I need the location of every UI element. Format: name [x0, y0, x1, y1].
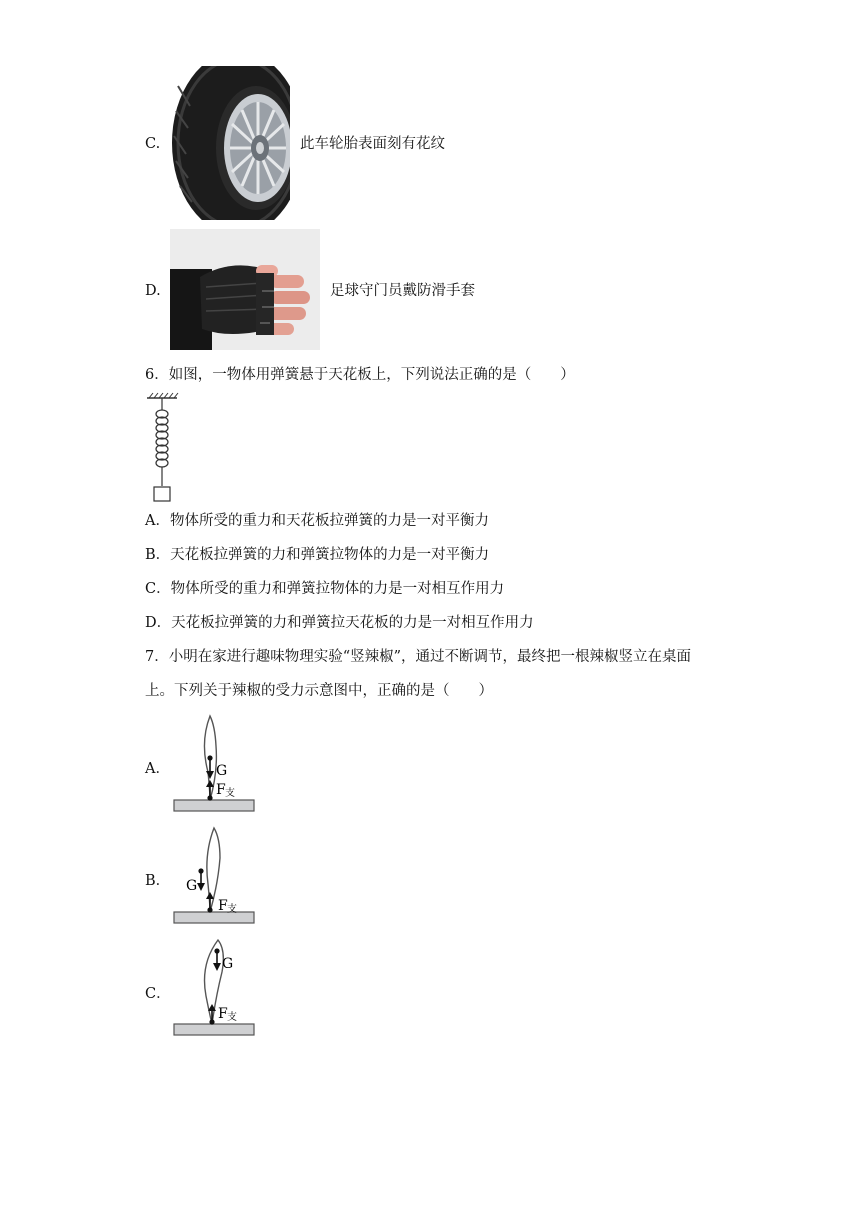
f-label: F — [218, 1006, 228, 1022]
spring-coils — [156, 410, 168, 467]
q7-option-b-diagram — [170, 824, 260, 926]
q7-option-b-label: B． — [145, 873, 171, 889]
option-c-caption: 此车轮胎表面刻有花纹 — [300, 136, 445, 152]
q7-option-c-label: C． — [145, 986, 171, 1002]
hanging-block — [154, 487, 170, 501]
car-tire-photo — [168, 66, 290, 220]
option-c-label: C. — [145, 136, 161, 152]
f-subscript: 支 — [227, 1012, 237, 1023]
g-label: G — [186, 878, 198, 894]
option-d-label: D. — [145, 283, 161, 299]
q7-option-a-label: A． — [145, 761, 170, 777]
q6-option-a: A．物体所受的重力和天花板拉弹簧的力是一对平衡力 — [145, 513, 489, 529]
table-surface — [174, 800, 254, 811]
g-label: G — [222, 956, 234, 972]
q7-option-a-diagram — [170, 712, 260, 814]
q6-stem: 6．如图，一物体用弹簧悬于天花板上，下列说法正确的是（ ） — [145, 367, 575, 383]
q6-option-d: D．天花板拉弹簧的力和弹簧拉天花板的力是一对相互作用力 — [145, 615, 534, 631]
f-label: F — [218, 898, 228, 914]
table-surface — [174, 1024, 254, 1035]
table-surface — [174, 912, 254, 923]
spring-hanging-diagram — [143, 392, 183, 504]
q7-stem-line2: 上。下列关于辣椒的受力示意图中，正确的是（ ） — [145, 683, 493, 699]
q7-option-c-diagram — [170, 936, 260, 1038]
q6-option-b: B．天花板拉弹簧的力和弹簧拉物体的力是一对平衡力 — [145, 547, 490, 563]
q7-stem-line1: 7．小明在家进行趣味物理实验“竖辣椒”，通过不断调节，最终把一根辣椒竖立在桌面 — [145, 649, 692, 665]
g-label: G — [216, 763, 228, 779]
q6-option-c: C．物体所受的重力和弹簧拉物体的力是一对相互作用力 — [145, 581, 505, 597]
option-d-caption: 足球守门员戴防滑手套 — [330, 283, 475, 299]
f-subscript: 支 — [225, 788, 235, 799]
goalkeeper-glove-photo — [170, 229, 320, 350]
f-label: F — [216, 782, 226, 798]
f-subscript: 支 — [227, 904, 237, 915]
